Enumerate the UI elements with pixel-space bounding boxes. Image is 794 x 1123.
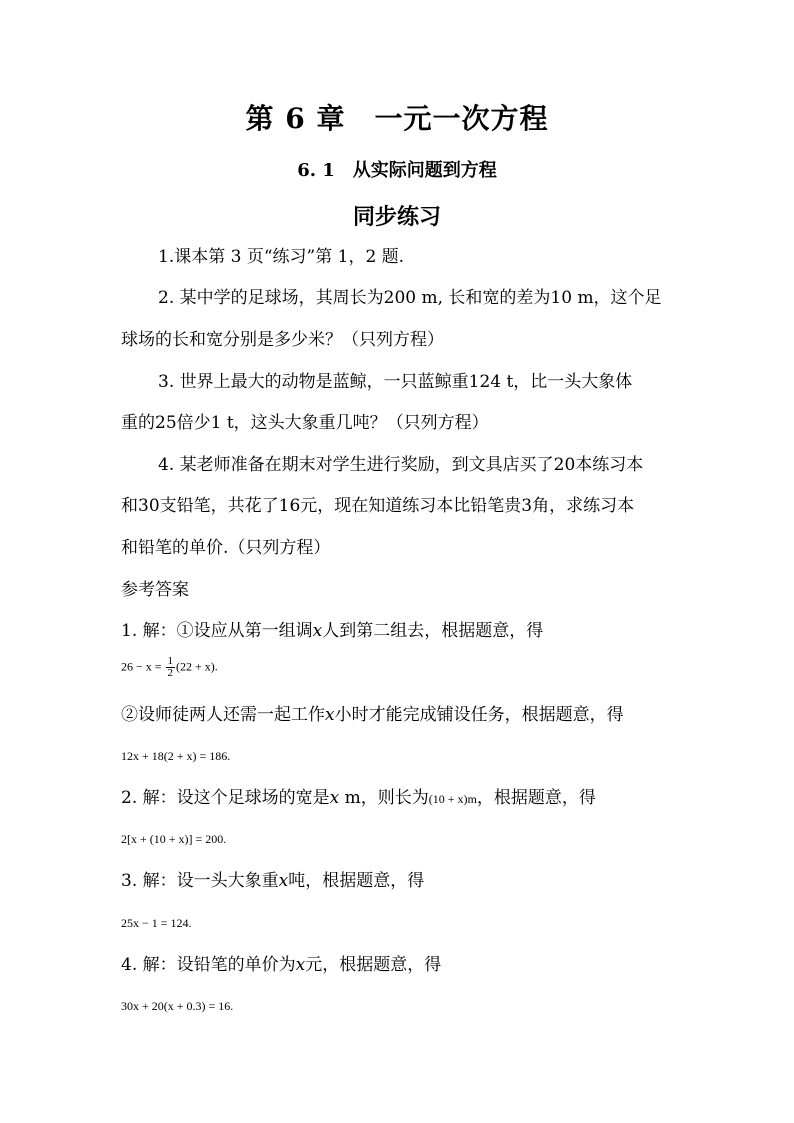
exercise-4-line-2: 和30支铅笔，共花了16元，现在知道练习本比铅笔贵3角，求练习本 bbox=[121, 496, 635, 516]
answer-1-part-2 bbox=[121, 703, 624, 727]
section-title: 6. 1 从实际问题到方程 bbox=[297, 160, 497, 181]
answer-2-mid: m，则长为 bbox=[339, 788, 429, 808]
chapter-title: 第 6 章 一元一次方程 bbox=[245, 102, 549, 135]
variable-x: x bbox=[325, 705, 335, 725]
answer-2-prefix: 2. 解：设这个足球场的宽是 bbox=[121, 788, 330, 808]
answer-1-part-1-prefix: 1. 解：①设应从第一组调 bbox=[121, 621, 313, 641]
answer-3-suffix: 吨，根据题意，得 bbox=[288, 871, 425, 891]
answer-3 bbox=[121, 869, 424, 893]
fraction-one-half bbox=[166, 656, 176, 679]
answer-1-part-1 bbox=[121, 619, 543, 643]
fraction-numerator: 1 bbox=[167, 655, 174, 667]
answer-4 bbox=[121, 953, 441, 977]
answer-4-suffix: 元，根据题意，得 bbox=[305, 955, 442, 975]
equation-1-right: (22 + x). bbox=[176, 659, 218, 674]
answer-2-length-expression: (10 + x)m bbox=[428, 792, 477, 806]
answer-2-suffix: ，根据题意，得 bbox=[476, 788, 596, 808]
answer-1-part-2-suffix: 小时才能完成铺设任务，根据题意，得 bbox=[334, 705, 624, 725]
equation-1-left: 26 − x = bbox=[121, 659, 165, 674]
exercise-3-line-2: 重的25倍少1 t，这头大象重几吨？（只列方程） bbox=[121, 413, 489, 433]
answer-1-part-1-suffix: 人到第二组去，根据题意，得 bbox=[322, 621, 544, 641]
answer-4-equation: 30x + 20(x + 0.3) = 16. bbox=[121, 999, 234, 1013]
variable-x: x bbox=[278, 871, 289, 891]
answers-heading: 参考答案 bbox=[121, 580, 189, 600]
answer-3-prefix: 3. 解：设一头大象重 bbox=[121, 871, 279, 891]
answer-4-prefix: 4. 解：设铅笔的单价为 bbox=[121, 955, 296, 975]
answer-1-part-2-prefix: ②设师徒两人还需一起工作 bbox=[121, 705, 325, 725]
exercise-1: 1.课本第 3 页“练习”第 1，2 题. bbox=[158, 247, 405, 267]
answer-2-equation: 2[x + (10 + x)] = 200. bbox=[121, 832, 227, 846]
page-subtitle: 同步练习 bbox=[352, 204, 441, 230]
exercise-2-line-2: 球场的长和宽分别是多少米？（只列方程） bbox=[121, 330, 444, 350]
variable-x: x bbox=[295, 955, 306, 975]
answer-1-equation-1 bbox=[121, 656, 218, 679]
variable-x: x bbox=[329, 788, 340, 808]
answer-2 bbox=[121, 786, 596, 811]
exercise-2-line-1: 2. 某中学的足球场，其周长为200 m, 长和宽的差为10 m，这个足 bbox=[158, 288, 662, 308]
exercise-4-line-3: 和铅笔的单价.（只列方程） bbox=[121, 538, 331, 558]
fraction-denominator: 2 bbox=[167, 667, 174, 679]
answer-1-equation-2: 12x + 18(2 + x) = 186. bbox=[121, 749, 231, 763]
answer-3-equation: 25x − 1 = 124. bbox=[121, 916, 192, 930]
exercise-4-line-1: 4. 某老师准备在期末对学生进行奖励，到文具店买了20本练习本 bbox=[158, 455, 644, 475]
exercise-3-line-1: 3. 世界上最大的动物是蓝鲸，一只蓝鲸重124 t，比一头大象体 bbox=[158, 372, 633, 392]
variable-x: x bbox=[312, 621, 323, 641]
